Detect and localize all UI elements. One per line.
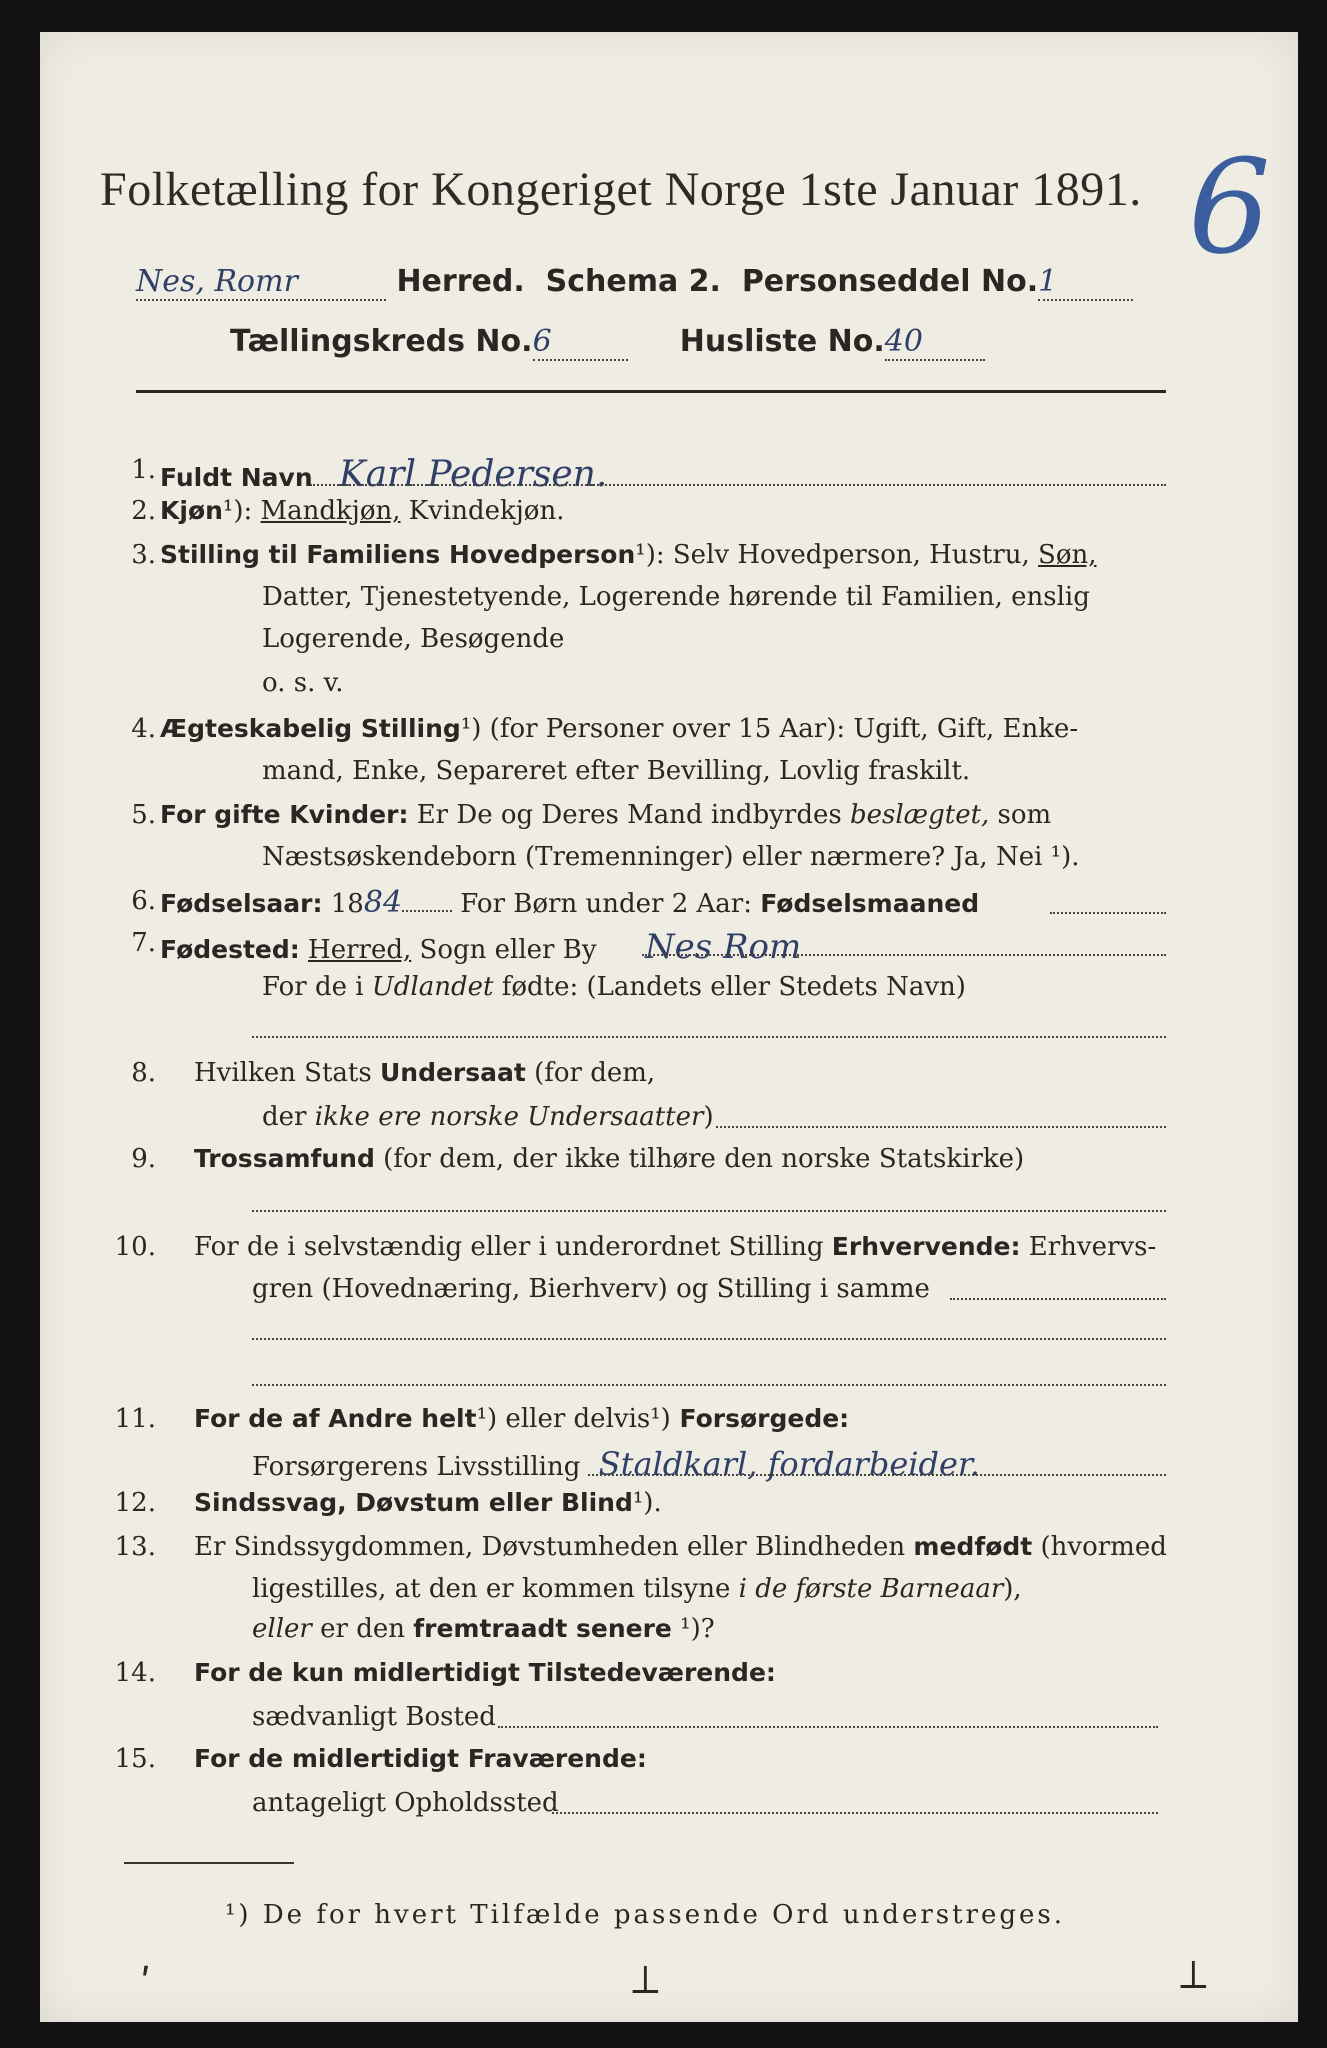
item-13-line-1: [194, 1534, 1167, 1560]
item-13-label: medfødt: [913, 1532, 1033, 1561]
fold-mark-center: ⟂: [632, 1957, 659, 2003]
item-5-text-1a: Er De og Deres Mand indbyrdes: [408, 800, 850, 830]
item-15-number: 15.: [114, 1744, 156, 1774]
item-3-line-1: [160, 542, 1097, 568]
item-13-number: 13.: [114, 1532, 156, 1562]
item-8-text-2b: ): [703, 1102, 714, 1132]
item-13-text-2a: ligestilles, at den er kommen tilsyne: [252, 1574, 739, 1604]
taellingskreds-value: 6: [532, 324, 552, 359]
item-6-number: 6.: [131, 886, 156, 916]
item-4-text-1: (for Personer over 15 Aar): Ugift, Gift, Enke-: [481, 714, 1079, 744]
item-14-line-2: sædvanligt Bosted: [252, 1702, 496, 1732]
item-5-text-1b: som: [989, 800, 1052, 830]
item-10-fill-3: [252, 1384, 1166, 1386]
item-15-line-1: [194, 1746, 647, 1772]
item-5-text-beslaegtet: beslægtet,: [849, 800, 990, 830]
item-2-option-mandkjon: Mandkjøn,: [260, 496, 401, 526]
item-7-fill-line: [642, 954, 1166, 956]
item-11-number: 11.: [114, 1404, 156, 1434]
item-10-label: Erhvervende:: [831, 1232, 1021, 1261]
item-3-line-3: Logerende, Besøgende: [262, 624, 565, 654]
item-10-line-1: [194, 1234, 1156, 1260]
item-13-text-3a: er den: [311, 1614, 414, 1644]
husliste-field: [885, 324, 985, 361]
item-8-text-italic: ikke ere norske Undersaatter: [314, 1102, 704, 1132]
item-8-number: 8.: [131, 1058, 156, 1088]
item-5-label: For gifte Kvinder:: [160, 800, 409, 829]
item-11-sup-2: ¹): [650, 1404, 671, 1434]
item-13-text-1a: Er Sindssygdommen, Døvstumheden eller Blindheden: [194, 1532, 914, 1562]
item-9-label: Trossamfund: [194, 1144, 375, 1173]
item-1-number: 1.: [131, 455, 156, 485]
item-5-number: 5.: [131, 800, 156, 830]
item-4-number: 4.: [131, 714, 156, 744]
item-14-label: For de kun midlertidigt Tilstedeværende:: [194, 1658, 776, 1687]
item-6-fill-2: [1050, 912, 1166, 914]
item-2-space: [252, 496, 260, 526]
handwritten-page-number: 6: [1188, 131, 1271, 283]
item-10-text-1a: For de i selvstændig eller i underordnet Stilling: [194, 1232, 832, 1262]
item-3-line-2: Datter, Tjenestetyende, Logerende hørende til Familien, enslig: [262, 582, 1090, 612]
item-11-value: Staldkarl, fordarbeider.: [598, 1445, 980, 1483]
footnote: ¹) De for hvert Tilfælde passende Ord understreges.: [225, 1900, 1066, 1930]
item-11-sup-1: ¹): [476, 1404, 498, 1434]
item-15-line-2: antageligt Opholdssted: [252, 1788, 559, 1818]
form-title: Folketælling for Kongeriget Norge 1ste Januar 1891.: [100, 163, 1142, 216]
item-13-text-eller: eller: [252, 1614, 312, 1644]
item-3-text-1: Selv Hovedperson, Hustru,: [664, 540, 1039, 570]
item-9-number: 9.: [131, 1144, 156, 1174]
item-7-text-udlandet: Udlandet: [371, 972, 494, 1002]
herred-field: [136, 264, 386, 301]
item-2-number: 2.: [131, 496, 156, 526]
item-9-line-1: [194, 1146, 1024, 1172]
item-8-label: Undersaat: [379, 1058, 526, 1087]
item-1-label: Fuldt Navn: [160, 463, 313, 492]
footnote-divider: [124, 1862, 294, 1864]
item-3-number: 3.: [131, 540, 156, 570]
item-14-line-1: [194, 1660, 776, 1686]
item-11-line-1: [194, 1406, 849, 1432]
item-6-value: 84: [363, 885, 403, 920]
item-7-text-2a: For de i: [262, 972, 372, 1002]
item-1-fill-line: [310, 484, 1166, 486]
item-2: [160, 498, 564, 524]
item-11-label: Forsørgede:: [670, 1404, 850, 1433]
item-13-text-1b: (hvormed: [1032, 1532, 1167, 1562]
item-6-fill-1: [402, 910, 452, 912]
item-7-extra-line: [252, 1036, 1166, 1038]
item-3-sup: ¹):: [635, 540, 665, 570]
item-14-number: 14.: [114, 1658, 156, 1688]
item-7-option-herred: Herred,: [308, 935, 412, 965]
item-6-prefix: 18: [322, 889, 364, 919]
item-13-line-3: [252, 1616, 715, 1642]
item-2-sup: ¹):: [222, 496, 253, 526]
item-12: [194, 1490, 662, 1516]
item-7-text-2b: fødte: (Landets eller Stedets Navn): [493, 972, 966, 1002]
item-12-number: 12.: [114, 1488, 156, 1518]
item-3-label: Stilling til Familiens Hovedperson: [160, 540, 636, 569]
item-1-value: Karl Pedersen.: [338, 454, 608, 495]
item-13-text-3b: ¹)?: [671, 1614, 715, 1644]
margin-tick-mark: ʹ: [140, 1962, 152, 2008]
item-6-mid: For Børn under 2 Aar:: [452, 889, 761, 919]
item-11-text-2: Forsørgerens Livsstilling: [252, 1452, 581, 1482]
item-7-line-2: [262, 974, 966, 1000]
item-6-label-2: Fødselsmaaned: [760, 889, 980, 918]
item-3-line-4: o. s. v.: [262, 668, 344, 698]
item-8-line-2: [262, 1104, 714, 1130]
item-1: [160, 454, 608, 495]
item-7-label: Fødested:: [160, 935, 300, 964]
item-10-line-2: gren (Hovednæring, Bierhverv) og Stilling i samme: [252, 1274, 930, 1304]
personseddel-field: [1038, 264, 1133, 301]
item-10-text-1b: Erhvervs-: [1020, 1232, 1157, 1262]
item-12-label: Sindssvag, Døvstum eller Blind: [194, 1488, 633, 1517]
item-7-number: 7.: [131, 928, 156, 958]
item-8-text-1a: Hvilken Stats: [194, 1058, 380, 1088]
personseddel-label: Personseddel No.: [741, 264, 1039, 299]
census-form-sheet: [40, 32, 1298, 2022]
item-2-label: Kjøn: [160, 496, 223, 525]
item-6-label: Fødselsaar:: [160, 889, 323, 918]
item-4-sup: ¹): [460, 714, 482, 744]
item-5-line-1: [160, 802, 1051, 828]
item-15-fill-line: [552, 1812, 1158, 1814]
item-4-line-1: [160, 716, 1078, 742]
item-8-text-1b: (for dem,: [525, 1058, 656, 1088]
husliste-value: 40: [884, 324, 923, 359]
herred-value: Nes, Romr: [136, 264, 298, 299]
item-3-option-son: Søn,: [1038, 540, 1097, 570]
item-11-text-1a: For de af Andre helt: [194, 1404, 477, 1433]
fold-mark-right: ⟂: [1180, 1952, 1207, 1998]
item-14-fill-line: [498, 1726, 1158, 1728]
item-15-label: For de midlertidigt Fraværende:: [194, 1744, 647, 1773]
item-7-text: Sogn eller By: [411, 935, 597, 965]
item-8-line-1: [194, 1060, 655, 1086]
item-2-option-kvindekjon: Kvindekjøn.: [400, 496, 565, 526]
header-divider: [136, 390, 1166, 393]
personseddel-value: 1: [1038, 264, 1058, 299]
item-10-fill-1: [950, 1298, 1166, 1300]
item-9-text: (for dem, der ikke tilhøre den norske Statskirke): [374, 1144, 1025, 1174]
item-13-label-3: fremtraadt senere: [413, 1614, 672, 1643]
item-9-fill-line: [252, 1210, 1166, 1212]
item-12-sup: ¹).: [632, 1488, 662, 1518]
item-13-text-italic: i de første Barneaar: [738, 1574, 1004, 1604]
schema-label: Schema 2.: [545, 264, 721, 299]
item-13-text-2b: ),: [1003, 1574, 1022, 1604]
item-10-number: 10.: [114, 1232, 156, 1262]
item-11-text-1b: eller delvis: [497, 1404, 651, 1434]
item-8-text-2a: der: [262, 1102, 315, 1132]
item-10-fill-2: [252, 1338, 1166, 1340]
item-4-label: Ægteskabelig Stilling: [160, 714, 461, 743]
item-8-fill-line: [716, 1126, 1166, 1128]
item-6: [160, 885, 980, 920]
item-7-value: Nes Rom: [644, 927, 802, 967]
item-4-line-2: mand, Enke, Separeret efter Bevilling, Lovlig fraskilt.: [262, 756, 971, 786]
kreds-husliste-row: [230, 324, 985, 361]
herred-label: Herred.: [396, 264, 525, 299]
taellingskreds-field: [533, 324, 628, 361]
herred-schema-row: [136, 264, 1133, 301]
taellingskreds-label: Tællingskreds No.: [230, 324, 533, 359]
husliste-label: Husliste No.: [679, 324, 885, 359]
item-11-fill-line: [588, 1474, 1166, 1476]
item-5-line-2: Næstsøskendeborn (Tremenninger) eller nærmere? Ja, Nei ¹).: [262, 842, 1080, 872]
item-13-line-2: [252, 1576, 1022, 1602]
item-7-line-1: [160, 927, 802, 967]
